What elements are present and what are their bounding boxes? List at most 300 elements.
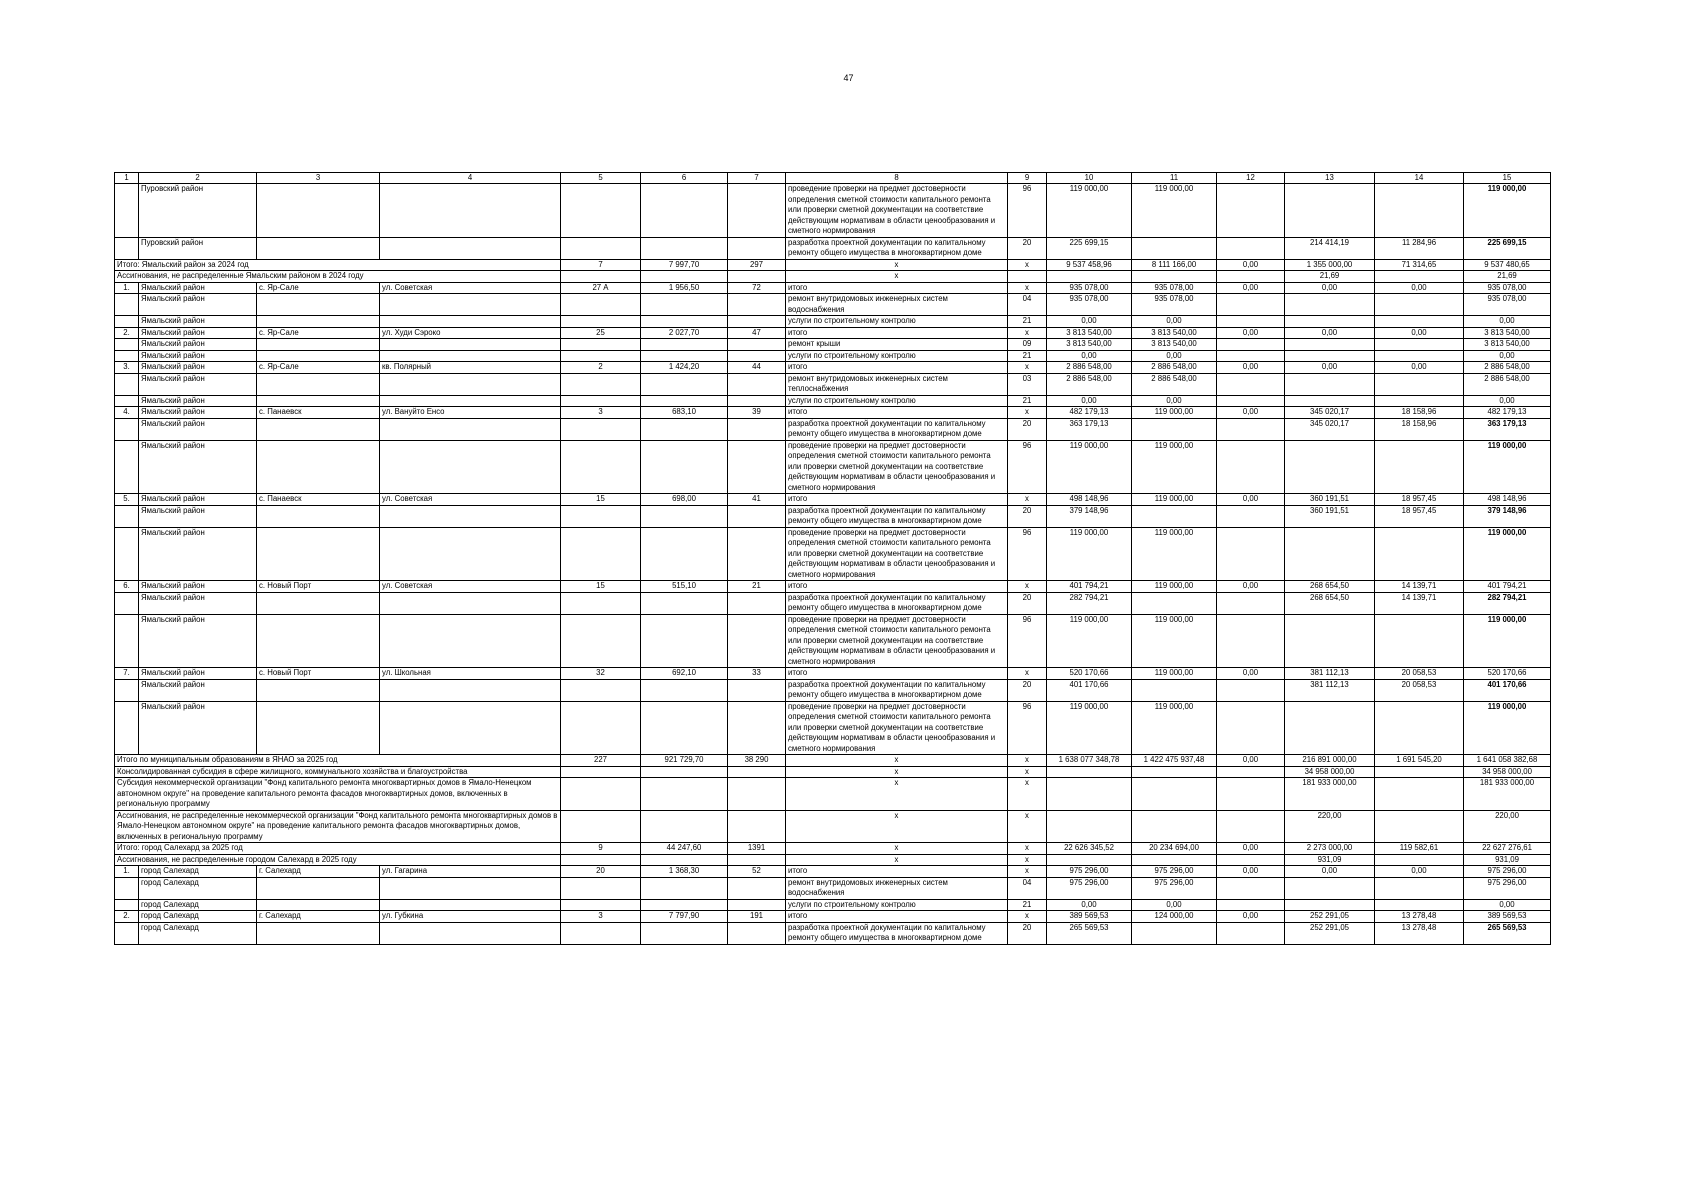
street-cell <box>380 614 561 668</box>
amount-cell <box>1132 237 1217 259</box>
amount-cell: 268 654,50 <box>1285 592 1375 614</box>
settlement-cell <box>257 316 380 328</box>
amount-cell <box>1217 339 1285 351</box>
street-cell <box>380 877 561 899</box>
total-amount-cell: 482 179,13 <box>1464 407 1551 419</box>
area-cell <box>641 922 728 944</box>
code-cell: 09 <box>1008 339 1047 351</box>
area-cell <box>641 527 728 581</box>
total-amount-cell: 389 569,53 <box>1464 911 1551 923</box>
amount-cell: 935 078,00 <box>1132 294 1217 316</box>
column-number-header: 12 <box>1217 173 1285 184</box>
area-cell: 1 424,20 <box>641 362 728 374</box>
area-cell: 2 027,70 <box>641 327 728 339</box>
work-type-cell: х <box>786 854 1008 866</box>
area-cell: 7 797,90 <box>641 911 728 923</box>
amount-cell: 360 191,51 <box>1285 494 1375 506</box>
municipality-cell: Ямальский район <box>139 316 257 328</box>
work-type-cell: х <box>786 755 1008 767</box>
municipality-cell: Ямальский район <box>139 505 257 527</box>
municipality-cell: Ямальский район <box>139 350 257 362</box>
amount-cell: 3 813 540,00 <box>1047 327 1132 339</box>
area-cell <box>641 899 728 911</box>
municipality-cell: Ямальский район <box>139 373 257 395</box>
amount-cell: 34 958 000,00 <box>1285 766 1375 778</box>
summary-row <box>115 755 1551 767</box>
amount-cell: 268 654,50 <box>1285 581 1375 593</box>
work-type-cell: х <box>786 259 1008 271</box>
amount-cell <box>1375 350 1464 362</box>
amount-cell: 931,09 <box>1285 854 1375 866</box>
amount-cell: 119 000,00 <box>1132 701 1217 755</box>
total-amount-cell: 225 699,15 <box>1464 237 1551 259</box>
work-type-cell: разработка проектной документации по капитальному ремонту общего имущества в многоквартирном доме <box>786 237 1008 259</box>
street-cell <box>380 373 561 395</box>
work-type-cell: проведение проверки на предмет достоверности определения сметной стоимости капитального ремонта или проверки сметной документации на соответствие действующим нормативам в области ценообразования и сметного нормирования <box>786 440 1008 494</box>
page-number: 47 <box>843 73 854 83</box>
amount-cell: 252 291,05 <box>1285 911 1375 923</box>
row-number <box>115 395 139 407</box>
amount-cell: 975 296,00 <box>1132 866 1217 878</box>
summary-label: Субсидия некоммерческой организации "Фонд капитального ремонта многоквартирных домов в Ямало-Ненецком автономном округе" на проведение капитального ремонта фасадов многоквартирных домов, включенных в региональную программу <box>115 778 561 811</box>
row-number <box>115 614 139 668</box>
amount-cell <box>1285 373 1375 395</box>
settlement-cell <box>257 592 380 614</box>
amount-cell <box>1375 316 1464 328</box>
code-cell: х <box>1008 843 1047 855</box>
amount-cell <box>1217 505 1285 527</box>
amount-cell: 498 148,96 <box>1047 494 1132 506</box>
row-number <box>115 679 139 701</box>
row-number <box>115 339 139 351</box>
table-row <box>115 237 1551 259</box>
amount-cell <box>1217 810 1285 843</box>
total-amount-cell: 181 933 000,00 <box>1464 778 1551 811</box>
street-cell <box>380 701 561 755</box>
total-amount-cell: 282 794,21 <box>1464 592 1551 614</box>
code-cell: 03 <box>1008 373 1047 395</box>
count-cell: 7 <box>561 259 641 271</box>
row-number: 5. <box>115 494 139 506</box>
area-cell <box>641 316 728 328</box>
work-type-cell: х <box>786 271 1008 283</box>
row-number <box>115 294 139 316</box>
row-number <box>115 877 139 899</box>
residents-cell <box>728 766 786 778</box>
amount-cell <box>1217 418 1285 440</box>
settlement-cell <box>257 701 380 755</box>
settlement-cell <box>257 877 380 899</box>
table-row <box>115 701 1551 755</box>
amount-cell: 71 314,65 <box>1375 259 1464 271</box>
code-cell: 04 <box>1008 294 1047 316</box>
street-cell: ул. Худи Сэроко <box>380 327 561 339</box>
count-cell: 9 <box>561 843 641 855</box>
amount-cell: 345 020,17 <box>1285 407 1375 419</box>
municipality-cell: город Салехард <box>139 877 257 899</box>
amount-cell: 2 886 548,00 <box>1132 373 1217 395</box>
amount-cell: 0,00 <box>1217 866 1285 878</box>
work-type-cell: итого <box>786 327 1008 339</box>
work-type-cell: проведение проверки на предмет достоверности определения сметной стоимости капитального ремонта или проверки сметной документации на соответствие действующим нормативам в области ценообразования и сметного нормирования <box>786 614 1008 668</box>
house-number-cell <box>561 922 641 944</box>
table-row <box>115 494 1551 506</box>
amount-cell: 935 078,00 <box>1132 282 1217 294</box>
row-number: 1. <box>115 866 139 878</box>
area-cell <box>641 339 728 351</box>
residents-cell <box>728 810 786 843</box>
amount-cell: 0,00 <box>1132 395 1217 407</box>
work-type-cell: итого <box>786 494 1008 506</box>
house-number-cell <box>561 679 641 701</box>
amount-cell <box>1047 766 1132 778</box>
area-cell <box>641 271 728 283</box>
code-cell: х <box>1008 766 1047 778</box>
area-cell: 1 368,30 <box>641 866 728 878</box>
municipality-cell: Пуровский район <box>139 184 257 238</box>
amount-cell: 2 886 548,00 <box>1132 362 1217 374</box>
municipality-cell: Ямальский район <box>139 679 257 701</box>
work-type-cell: услуги по строительному контролю <box>786 350 1008 362</box>
work-type-cell: проведение проверки на предмет достоверности определения сметной стоимости капитального ремонта или проверки сметной документации на соответствие действующим нормативам в области ценообразования и сметного нормирования <box>786 527 1008 581</box>
residents-cell: 1391 <box>728 843 786 855</box>
work-type-cell: х <box>786 766 1008 778</box>
amount-cell <box>1217 614 1285 668</box>
settlement-cell <box>257 679 380 701</box>
street-cell: ул. Советская <box>380 494 561 506</box>
table-row <box>115 184 1551 238</box>
amount-cell: 0,00 <box>1285 282 1375 294</box>
code-cell: 20 <box>1008 237 1047 259</box>
amount-cell: 1 691 545,20 <box>1375 755 1464 767</box>
code-cell: 04 <box>1008 877 1047 899</box>
amount-cell: 0,00 <box>1285 866 1375 878</box>
total-amount-cell: 119 000,00 <box>1464 184 1551 238</box>
amount-cell: 0,00 <box>1217 668 1285 680</box>
row-number <box>115 440 139 494</box>
street-cell <box>380 527 561 581</box>
residents-cell <box>728 899 786 911</box>
street-cell <box>380 899 561 911</box>
count-cell <box>561 810 641 843</box>
amount-cell <box>1375 810 1464 843</box>
house-number-cell <box>561 184 641 238</box>
residents-cell <box>728 184 786 238</box>
municipality-cell: Ямальский район <box>139 494 257 506</box>
municipality-cell: Ямальский район <box>139 282 257 294</box>
house-number-cell <box>561 527 641 581</box>
amount-cell: 14 139,71 <box>1375 581 1464 593</box>
total-amount-cell: 931,09 <box>1464 854 1551 866</box>
amount-cell: 119 000,00 <box>1047 614 1132 668</box>
municipality-cell: Ямальский район <box>139 440 257 494</box>
work-type-cell: итого <box>786 362 1008 374</box>
street-cell <box>380 294 561 316</box>
amount-cell <box>1217 294 1285 316</box>
code-cell: 20 <box>1008 592 1047 614</box>
amount-cell <box>1285 614 1375 668</box>
work-type-cell: услуги по строительному контролю <box>786 899 1008 911</box>
residents-cell <box>728 395 786 407</box>
amount-cell <box>1217 237 1285 259</box>
row-number <box>115 373 139 395</box>
residents-cell: 47 <box>728 327 786 339</box>
code-cell: х <box>1008 755 1047 767</box>
total-amount-cell: 119 000,00 <box>1464 701 1551 755</box>
amount-cell <box>1132 778 1217 811</box>
amount-cell: 0,00 <box>1375 866 1464 878</box>
work-type-cell: проведение проверки на предмет достоверности определения сметной стоимости капитального ремонта или проверки сметной документации на соответствие действующим нормативам в области ценообразования и сметного нормирования <box>786 701 1008 755</box>
house-number-cell <box>561 592 641 614</box>
area-cell <box>641 810 728 843</box>
street-cell <box>380 418 561 440</box>
area-cell <box>641 294 728 316</box>
amount-cell: 119 000,00 <box>1047 184 1132 238</box>
municipality-cell: Ямальский район <box>139 327 257 339</box>
amount-cell: 14 139,71 <box>1375 592 1464 614</box>
table-row <box>115 440 1551 494</box>
amount-cell: 119 000,00 <box>1132 614 1217 668</box>
street-cell: ул. Гагарина <box>380 866 561 878</box>
amount-cell: 3 813 540,00 <box>1132 327 1217 339</box>
residents-cell <box>728 592 786 614</box>
table-row <box>115 282 1551 294</box>
area-cell <box>641 877 728 899</box>
row-number <box>115 184 139 238</box>
work-type-cell: разработка проектной документации по капитальному ремонту общего имущества в многоквартирном доме <box>786 592 1008 614</box>
house-number-cell <box>561 350 641 362</box>
row-number <box>115 899 139 911</box>
amount-cell <box>1217 679 1285 701</box>
amount-cell <box>1132 592 1217 614</box>
amount-cell: 119 000,00 <box>1132 494 1217 506</box>
column-number-header: 14 <box>1375 173 1464 184</box>
residents-cell <box>728 854 786 866</box>
settlement-cell: с. Яр-Сале <box>257 282 380 294</box>
amount-cell: 22 626 345,52 <box>1047 843 1132 855</box>
amount-cell: 975 296,00 <box>1132 877 1217 899</box>
area-cell <box>641 418 728 440</box>
house-number-cell <box>561 418 641 440</box>
summary-row <box>115 766 1551 778</box>
total-amount-cell: 401 794,21 <box>1464 581 1551 593</box>
amount-cell: 401 794,21 <box>1047 581 1132 593</box>
table-row <box>115 866 1551 878</box>
row-number: 4. <box>115 407 139 419</box>
street-cell: ул. Губкина <box>380 911 561 923</box>
table-row <box>115 418 1551 440</box>
settlement-cell: с. Панаевск <box>257 407 380 419</box>
column-number-header: 11 <box>1132 173 1217 184</box>
residents-cell <box>728 440 786 494</box>
amount-cell: 119 000,00 <box>1132 668 1217 680</box>
amount-cell <box>1217 922 1285 944</box>
row-number <box>115 350 139 362</box>
amount-cell: 0,00 <box>1132 899 1217 911</box>
amount-cell: 119 582,61 <box>1375 843 1464 855</box>
column-number-header: 10 <box>1047 173 1132 184</box>
amount-cell: 381 112,13 <box>1285 668 1375 680</box>
area-cell <box>641 701 728 755</box>
settlement-cell <box>257 614 380 668</box>
work-type-cell: услуги по строительному контролю <box>786 395 1008 407</box>
residents-cell: 191 <box>728 911 786 923</box>
code-cell: 21 <box>1008 350 1047 362</box>
street-cell <box>380 592 561 614</box>
area-cell <box>641 237 728 259</box>
total-amount-cell: 34 958 000,00 <box>1464 766 1551 778</box>
amount-cell <box>1375 614 1464 668</box>
house-number-cell <box>561 339 641 351</box>
work-type-cell: проведение проверки на предмет достоверности определения сметной стоимости капитального ремонта или проверки сметной документации на соответствие действующим нормативам в области ценообразования и сметного нормирования <box>786 184 1008 238</box>
amount-cell <box>1285 527 1375 581</box>
work-type-cell: итого <box>786 668 1008 680</box>
settlement-cell: с. Яр-Сале <box>257 362 380 374</box>
amount-cell <box>1285 350 1375 362</box>
code-cell: 20 <box>1008 418 1047 440</box>
table-row <box>115 581 1551 593</box>
total-amount-cell: 119 000,00 <box>1464 614 1551 668</box>
amount-cell <box>1375 877 1464 899</box>
amount-cell <box>1375 184 1464 238</box>
amount-cell: 345 020,17 <box>1285 418 1375 440</box>
column-number-header: 5 <box>561 173 641 184</box>
table-row <box>115 592 1551 614</box>
area-cell: 921 729,70 <box>641 755 728 767</box>
amount-cell: 119 000,00 <box>1132 581 1217 593</box>
residents-cell <box>728 922 786 944</box>
municipality-cell: город Салехард <box>139 899 257 911</box>
area-cell <box>641 778 728 811</box>
house-number-cell: 32 <box>561 668 641 680</box>
settlement-cell <box>257 922 380 944</box>
work-type-cell: итого <box>786 911 1008 923</box>
amount-cell: 0,00 <box>1375 282 1464 294</box>
amount-cell: 363 179,13 <box>1047 418 1132 440</box>
area-cell: 692,10 <box>641 668 728 680</box>
total-amount-cell: 363 179,13 <box>1464 418 1551 440</box>
code-cell: х <box>1008 282 1047 294</box>
street-cell: ул. Советская <box>380 581 561 593</box>
table-row <box>115 316 1551 328</box>
amount-cell <box>1285 294 1375 316</box>
amount-cell <box>1217 854 1285 866</box>
work-type-cell: итого <box>786 282 1008 294</box>
area-cell <box>641 679 728 701</box>
residents-cell: 72 <box>728 282 786 294</box>
column-number-header: 15 <box>1464 173 1551 184</box>
street-cell <box>380 316 561 328</box>
amount-cell <box>1217 701 1285 755</box>
amount-cell: 0,00 <box>1217 327 1285 339</box>
house-number-cell <box>561 505 641 527</box>
count-cell <box>561 766 641 778</box>
row-number <box>115 922 139 944</box>
amount-cell <box>1375 339 1464 351</box>
total-amount-cell: 0,00 <box>1464 316 1551 328</box>
code-cell: х <box>1008 407 1047 419</box>
amount-cell <box>1217 527 1285 581</box>
work-type-cell: итого <box>786 581 1008 593</box>
code-cell: х <box>1008 327 1047 339</box>
total-amount-cell: 498 148,96 <box>1464 494 1551 506</box>
residents-cell: 21 <box>728 581 786 593</box>
table-row <box>115 350 1551 362</box>
row-number <box>115 527 139 581</box>
amount-cell: 21,69 <box>1285 271 1375 283</box>
amount-cell: 214 414,19 <box>1285 237 1375 259</box>
row-number: 2. <box>115 327 139 339</box>
area-cell <box>641 592 728 614</box>
settlement-cell: г. Салехард <box>257 911 380 923</box>
table-row <box>115 527 1551 581</box>
work-type-cell: ремонт внутридомовых инженерных систем водоснабжения <box>786 877 1008 899</box>
residents-cell <box>728 316 786 328</box>
table-row <box>115 327 1551 339</box>
residents-cell <box>728 350 786 362</box>
amount-cell: 1 355 000,00 <box>1285 259 1375 271</box>
summary-row <box>115 778 1551 811</box>
amount-cell: 18 957,45 <box>1375 505 1464 527</box>
amount-cell <box>1375 899 1464 911</box>
amount-cell <box>1375 271 1464 283</box>
municipality-cell: Ямальский район <box>139 592 257 614</box>
house-number-cell: 3 <box>561 911 641 923</box>
municipality-cell: Ямальский район <box>139 581 257 593</box>
total-amount-cell: 119 000,00 <box>1464 527 1551 581</box>
amount-cell: 935 078,00 <box>1047 282 1132 294</box>
amount-cell: 0,00 <box>1217 259 1285 271</box>
code-cell: х <box>1008 866 1047 878</box>
municipality-cell: Ямальский район <box>139 294 257 316</box>
summary-row <box>115 271 1551 283</box>
table-header-row <box>115 173 1551 184</box>
municipality-cell: Ямальский район <box>139 339 257 351</box>
work-type-cell: ремонт крыши <box>786 339 1008 351</box>
residents-cell <box>728 877 786 899</box>
amount-cell <box>1217 766 1285 778</box>
work-type-cell: итого <box>786 407 1008 419</box>
amount-cell: 379 148,96 <box>1047 505 1132 527</box>
amount-cell: 1 638 077 348,78 <box>1047 755 1132 767</box>
total-amount-cell: 22 627 276,61 <box>1464 843 1551 855</box>
amount-cell <box>1132 854 1217 866</box>
amount-cell: 0,00 <box>1375 362 1464 374</box>
summary-label: Итого по муниципальным образованиям в ЯНАО за 2025 год <box>115 755 561 767</box>
row-number: 6. <box>115 581 139 593</box>
amount-cell: 8 111 166,00 <box>1132 259 1217 271</box>
amount-cell: 13 278,48 <box>1375 911 1464 923</box>
row-number <box>115 316 139 328</box>
amount-cell: 119 000,00 <box>1132 440 1217 494</box>
settlement-cell <box>257 373 380 395</box>
amount-cell: 0,00 <box>1217 843 1285 855</box>
code-cell: 21 <box>1008 899 1047 911</box>
amount-cell: 13 278,48 <box>1375 922 1464 944</box>
street-cell <box>380 350 561 362</box>
column-number-header: 8 <box>786 173 1008 184</box>
summary-label: Ассигнования, не распределенные Ямальским районом в 2024 году <box>115 271 561 283</box>
street-cell <box>380 339 561 351</box>
house-number-cell: 15 <box>561 494 641 506</box>
count-cell <box>561 854 641 866</box>
amount-cell <box>1132 922 1217 944</box>
amount-cell: 220,00 <box>1285 810 1375 843</box>
municipality-cell: Ямальский район <box>139 668 257 680</box>
summary-row <box>115 259 1551 271</box>
row-number: 3. <box>115 362 139 374</box>
work-type-cell: ремонт внутридомовых инженерных систем теплоснабжения <box>786 373 1008 395</box>
